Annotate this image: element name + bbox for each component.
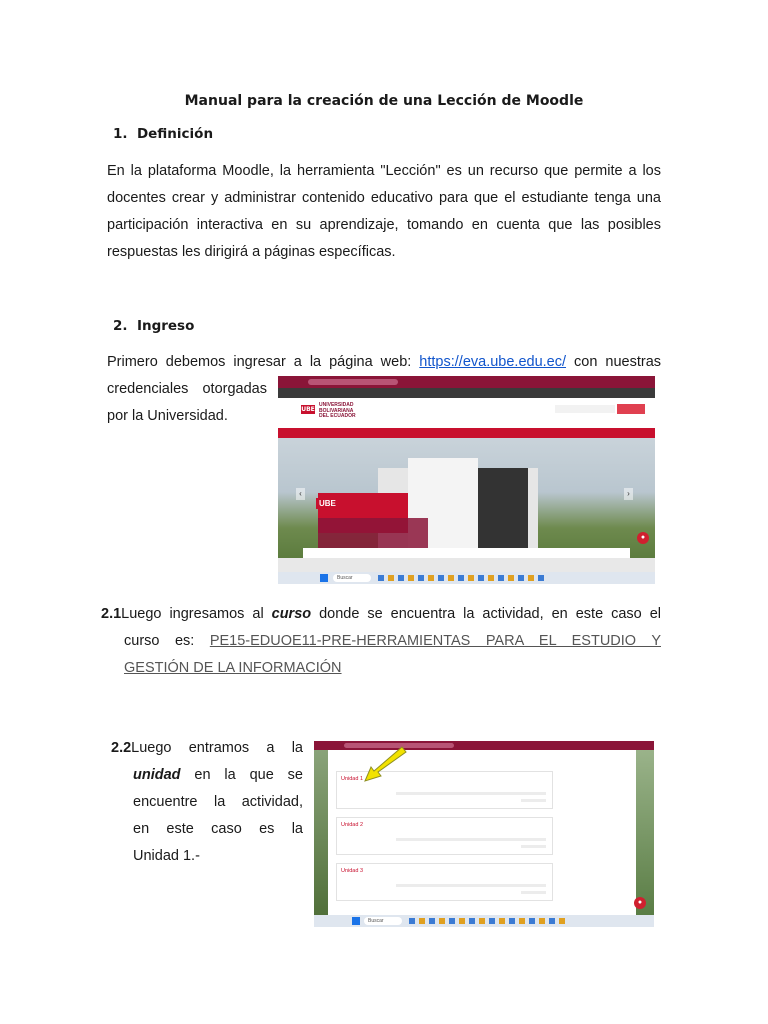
paragraph-line: por la Universidad. bbox=[107, 408, 228, 424]
unit-pages bbox=[521, 845, 546, 848]
windows-taskbar bbox=[278, 572, 655, 584]
course-link[interactable]: GESTIÓN DE LA INFORMACIÓN bbox=[124, 660, 342, 676]
unit-card bbox=[336, 817, 553, 855]
course-link[interactable]: PE15-EDUOE11-PRE-HERRAMIENTAS PARA EL ESTUDIO Y bbox=[209, 633, 661, 649]
site-topbar bbox=[278, 388, 655, 398]
step-text: curso es: bbox=[124, 633, 195, 649]
paragraph-line: En la plataforma Moodle, la herramienta "Lección" es un recurso que permite a los bbox=[107, 163, 661, 179]
step-2-1-line3 bbox=[124, 655, 661, 682]
building-glass bbox=[478, 468, 528, 548]
taskbar-search: Buscar bbox=[364, 917, 402, 925]
section-1-heading bbox=[113, 126, 213, 142]
section-2-intro-rest bbox=[107, 376, 267, 430]
step-text: en la que se bbox=[194, 767, 303, 783]
moodle-units-screenshot bbox=[314, 741, 654, 927]
chevron-right-icon: › bbox=[624, 488, 633, 500]
start-icon bbox=[320, 574, 328, 582]
intro-text: Primero debemos ingresar a la página web: bbox=[107, 354, 412, 370]
campus-hero-image bbox=[278, 438, 655, 558]
ube-website-screenshot bbox=[278, 376, 655, 584]
highlight-arrow-icon bbox=[362, 745, 407, 783]
step-2-2-rest bbox=[133, 762, 303, 870]
address-bar bbox=[308, 379, 398, 385]
step-2-2-number: 2.2 bbox=[111, 740, 132, 756]
step-emphasis: unidad bbox=[133, 767, 181, 783]
unit-pages bbox=[521, 891, 546, 894]
section-2-title: Ingreso bbox=[136, 318, 195, 334]
unit-name: Unidad 3 bbox=[341, 868, 364, 874]
paragraph-line: credenciales otorgadas bbox=[107, 381, 267, 397]
unit-summary bbox=[396, 838, 546, 841]
step-2-1-line2 bbox=[124, 628, 661, 655]
ube-logo: UBE bbox=[301, 406, 315, 413]
chevron-left-icon: ‹ bbox=[296, 488, 305, 500]
section-2-heading bbox=[113, 318, 194, 334]
step-2-1-number: 2.1 bbox=[101, 606, 122, 622]
unit-name: Unidad 1 bbox=[341, 776, 364, 782]
step-text: Luego entramos a la bbox=[131, 740, 303, 756]
paragraph-line: respuestas les dirigirá a páginas específicas. bbox=[107, 244, 396, 260]
taskbar-app-icons bbox=[409, 918, 569, 924]
start-icon bbox=[352, 917, 360, 925]
university-name: UNIVERSIDAD BOLIVARIANA DEL ECUADOR bbox=[319, 402, 356, 419]
paragraph-line: Unidad 1.- bbox=[133, 848, 200, 864]
unit-card bbox=[336, 863, 553, 901]
browser-toolbar bbox=[278, 376, 655, 388]
login-field bbox=[555, 405, 615, 413]
section-2-number: 2. bbox=[113, 318, 128, 334]
step-text: donde se encuentra la actividad, en este caso el bbox=[319, 606, 661, 622]
step-text: Luego ingresamos al bbox=[121, 606, 264, 622]
background-left bbox=[314, 750, 328, 915]
paragraph-line: participación interactiva en su aprendizaje, tomando en cuenta que las posibles bbox=[107, 217, 661, 233]
unit-name: Unidad 2 bbox=[341, 822, 364, 828]
hero-badge: UBE bbox=[316, 498, 339, 509]
section-2-intro-line1 bbox=[107, 349, 661, 376]
eva-link[interactable]: https://eva.ube.edu.ec/ bbox=[419, 354, 567, 370]
step-emphasis: curso bbox=[271, 606, 312, 622]
content-strip bbox=[303, 548, 630, 558]
unit-pages bbox=[521, 799, 546, 802]
intro-text-after-link: con nuestras bbox=[574, 354, 662, 370]
paragraph-line: en este caso es la bbox=[133, 821, 303, 837]
chat-fab-icon: ● bbox=[634, 897, 646, 909]
login-button bbox=[617, 404, 645, 414]
document-title: Manual para la creación de una Lección de Moodle bbox=[184, 93, 584, 109]
unit-summary bbox=[396, 884, 546, 887]
site-header bbox=[278, 398, 655, 428]
background-right bbox=[636, 750, 654, 915]
taskbar-app-icons bbox=[378, 575, 548, 581]
section-1-paragraph bbox=[107, 158, 661, 266]
section-1-number: 1. bbox=[113, 126, 128, 142]
paragraph-line: docentes crear y administrar contenido educativo para que el estudiante tenga una bbox=[107, 190, 661, 206]
taskbar-search: Buscar bbox=[333, 574, 371, 582]
site-nav bbox=[278, 428, 655, 438]
step-2-1-line1 bbox=[101, 601, 661, 628]
unit-summary bbox=[396, 792, 546, 795]
chat-fab-icon: ● bbox=[637, 532, 649, 544]
paragraph-line: encuentre la actividad, bbox=[133, 794, 303, 810]
section-1-title: Definición bbox=[136, 126, 214, 142]
windows-taskbar bbox=[314, 915, 654, 927]
step-2-2-line1 bbox=[111, 735, 303, 762]
